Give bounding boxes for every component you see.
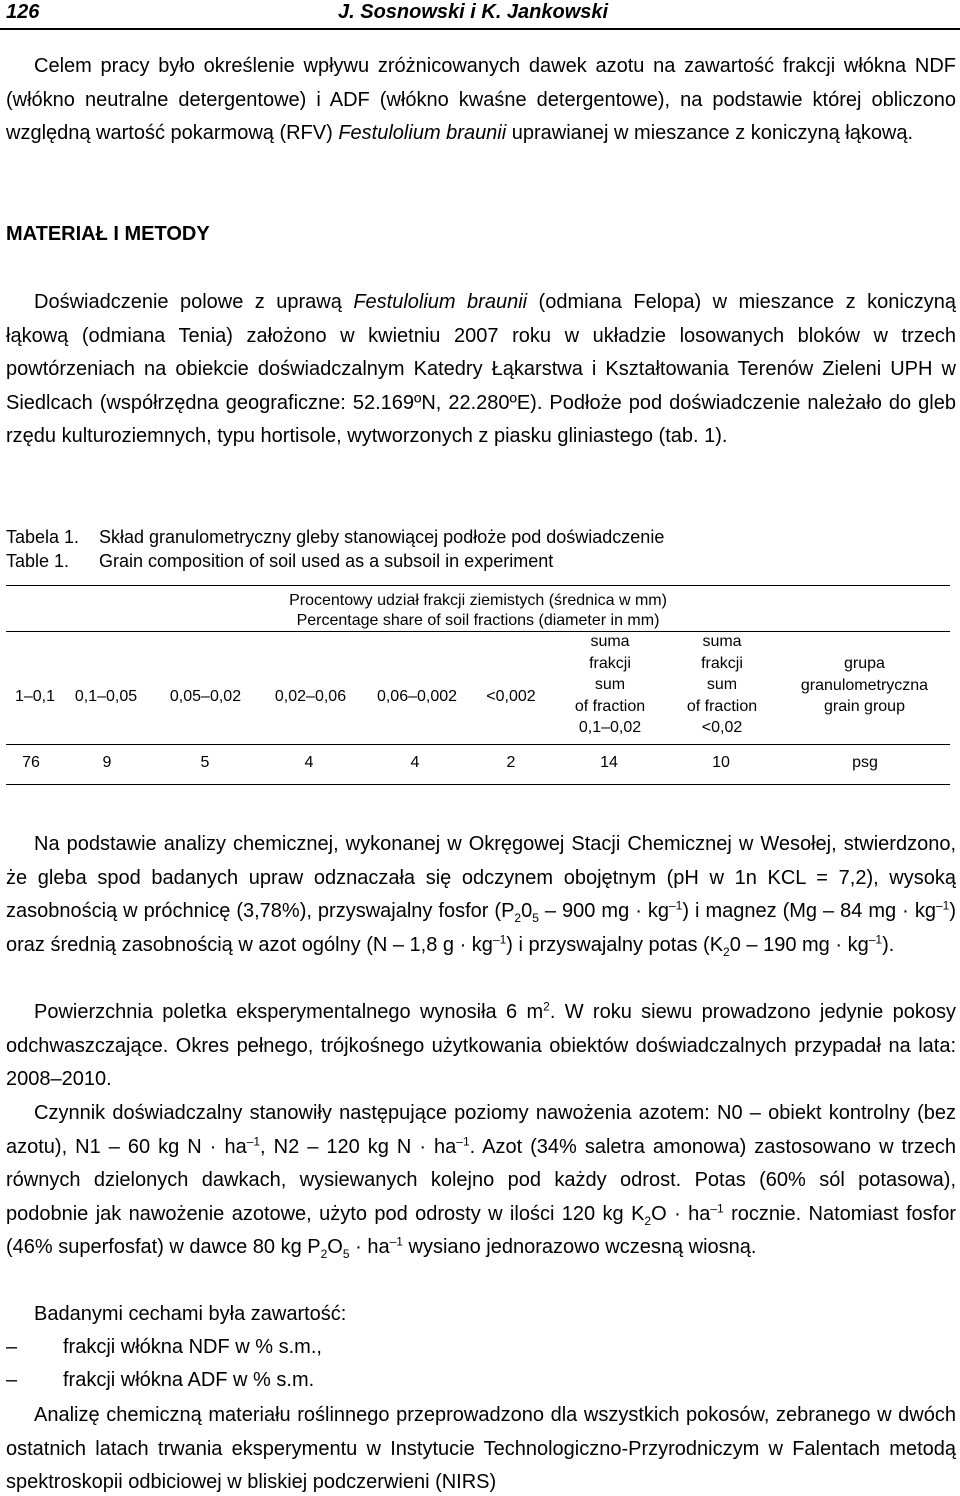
intro-paragraph xyxy=(6,50,956,151)
table-caption-en xyxy=(6,550,553,572)
chemistry-paragraph xyxy=(6,828,956,962)
list-item-text: frakcji włókna NDF w % s.m., xyxy=(63,1336,322,1358)
intro-text-end: uprawianej w mieszance z koniczyną łąkową. xyxy=(506,122,914,144)
text: Powierzchnia poletka eksperymentalnego wynosiła 6 m xyxy=(34,1001,544,1023)
table-title-en: Grain composition of soil used as a subsoil in experiment xyxy=(99,551,554,571)
superscript: –1 xyxy=(246,1133,261,1148)
text: O xyxy=(327,1236,343,1258)
text: 0 xyxy=(521,900,533,922)
table-rule-top xyxy=(6,585,950,586)
subscript: 5 xyxy=(532,911,539,925)
table-rule-mid xyxy=(6,744,950,745)
text: wysiano jednorazowo wczesną wiosną. xyxy=(402,1236,757,1258)
table-caption-pl xyxy=(6,526,664,548)
superscript: 2 xyxy=(543,999,550,1014)
methods-text-end: (odmiana Felopa) w mieszance z koniczyną łąkową (odmiana Tenia) założono w kwietniu 2007 roku w układzie losowanych bloków w trzech powtórzeniach na obiekcie doświadczalnym Katedry Łąkarstwa i Kształtowania Terenów Zieleni UPH w Siedlcach (współrzędna geograficzne: 52.169ºN, 22.280ºE). Podłoże pod doświadczenie należało do gleb rzędu kulturoziemnych, typu hortisole, wytworzonych z piasku gliniastego (tab. 1). xyxy=(6,291,957,447)
sum-header-line: 0,1–0,02 xyxy=(578,719,642,736)
superscript: –1 xyxy=(868,931,883,946)
text: , N2 – 120 kg N · ha xyxy=(260,1135,457,1158)
text: . W roku siewu prowadzono jedynie pokosy odchwaszczające. Okres pełnego, trójkośnego użytkowania obiektów doświadczalnych przypadał na lata: 2008–2010. xyxy=(6,1001,956,1090)
superscript: –1 xyxy=(935,898,950,913)
text: 0 – 190 mg · kg xyxy=(729,933,869,956)
text: Na podstawie analizy chemicznej, wykonanej w Okręgowej Stacji Chemicznej w Wesołej, stwierdzono, że gleba spod badanych upraw odznaczała się odczynem obojętnym (pH w 1n KCL = 7,2), wysoką zasobnością w próchnicę (3,78%), przyswajalny fosfor (P xyxy=(6,833,956,922)
table-label-en: Table 1. xyxy=(6,551,70,571)
text: ) oraz średnią zasobnością w azot ogólny (N – 1,8 g · kg xyxy=(6,900,956,956)
methods-text: Doświadczenie polowe z uprawą xyxy=(34,291,354,313)
page-number: 126 xyxy=(6,1,40,23)
sum-header-line: sum xyxy=(706,676,738,693)
sum-header-line: suma xyxy=(590,633,630,650)
features-intro: Badanymi cechami była zawartość: xyxy=(34,1303,347,1325)
superscript: –1 xyxy=(456,1133,470,1148)
table-rule-bottom xyxy=(6,784,950,785)
section-title: MATERIAŁ I METODY xyxy=(6,223,210,245)
subscript: 5 xyxy=(342,1247,350,1261)
table-cell: 10 xyxy=(712,754,730,771)
group-header-pl: Procentowy udział frakcji ziemistych (średnica w mm) xyxy=(289,592,667,609)
text: rocznie. Natomiast fosfor (46% superfosfat) w dawce 80 kg P xyxy=(6,1202,957,1258)
sum-header-2 xyxy=(672,631,772,739)
group-header-line: grain group xyxy=(824,698,905,715)
col-header: 0,05–0,02 xyxy=(169,688,242,705)
table-cell: 5 xyxy=(200,754,210,771)
col-header: 0,06–0,002 xyxy=(376,688,458,705)
sum-header-line: sum xyxy=(594,676,626,693)
group-header-en: Percentage share of soil fractions (diameter in mm) xyxy=(296,612,660,629)
subscript: 2 xyxy=(723,944,730,959)
superscript: –1 xyxy=(389,1234,403,1249)
dash-bullet: – xyxy=(6,1369,18,1391)
sum-header-line: of fraction xyxy=(574,697,646,715)
subscript: 2 xyxy=(514,911,522,925)
running-head-authors: J. Sosnowski i K. Jankowski xyxy=(338,1,609,23)
table-cell: 9 xyxy=(102,754,112,771)
text: ). xyxy=(882,933,895,956)
text: O · ha xyxy=(651,1202,711,1225)
text: ) i przyswajalny potas (K xyxy=(506,933,724,956)
text: · ha xyxy=(349,1236,390,1258)
text: . Azot (34% saletra amonowa) zastosowano w trzech równych dzielonych dawkach, wysiewanych kolejno pod każdy odrost. Potas (60% sól potasowa), podobnie jak nawożenie azotowe, użyto pod odrosty w ilości 120 kg K xyxy=(6,1135,956,1225)
sum-header-line: <0,02 xyxy=(701,719,743,736)
grain-group-header xyxy=(782,653,947,718)
col-header: <0,002 xyxy=(486,688,536,705)
table-label-pl: Tabela 1. xyxy=(6,527,80,547)
list-item xyxy=(6,1336,322,1359)
sum-header-line: frakcji xyxy=(589,654,631,672)
text: – 900 mg · kg xyxy=(538,900,669,922)
table-cell: 4 xyxy=(410,754,420,771)
text: Czynnik doświadczalny stanowiły następujące poziomy nawożenia azotem: N0 – obiekt kontrolny (bez azotu), N1 – 60 kg N · ha xyxy=(6,1102,956,1158)
table-cell: psg xyxy=(852,754,878,771)
plot-paragraph xyxy=(6,996,956,1097)
superscript: –1 xyxy=(668,898,683,913)
analysis-paragraph: Analizę chemiczną materiału roślinnego przeprowadzono dla wszystkich pokosów, zebranego w dwóch ostatnich latach trwania eksperymentu w Instytucie Technologiczno-Przyrodniczym w Falentach metodą spektroskopii odbiciowej w bliskiej podczerwieni (NIRS) xyxy=(6,1404,956,1493)
methods-paragraph xyxy=(6,286,956,454)
table-title-pl: Skład granulometryczny gleby stanowiącej podłoże pod doświadczenie xyxy=(99,527,665,547)
superscript: –1 xyxy=(710,1200,724,1215)
sum-header-line: suma xyxy=(702,633,742,650)
sum-header-1 xyxy=(560,631,660,739)
sum-header-line: of fraction xyxy=(686,697,758,715)
page-header xyxy=(0,0,960,30)
sum-header-line: frakcji xyxy=(701,654,743,672)
table-cell: 76 xyxy=(22,754,40,771)
col-header: 0,1–0,05 xyxy=(74,688,138,705)
subscript: 2 xyxy=(320,1247,328,1261)
table-cell: 14 xyxy=(600,754,618,771)
species-name: Festulolium braunii xyxy=(353,291,528,313)
group-header-line: granulometryczna xyxy=(800,676,929,694)
superscript: –1 xyxy=(492,931,507,946)
factor-paragraph xyxy=(6,1097,956,1265)
list-item xyxy=(6,1369,314,1392)
subscript: 2 xyxy=(644,1213,652,1228)
text: ) i magnez (Mg – 84 mg · kg xyxy=(682,900,936,922)
col-header: 0,02–0,06 xyxy=(274,688,347,705)
species-name: Festulolium braunii xyxy=(338,122,507,144)
table-cell: 4 xyxy=(304,754,314,771)
table-rule-header xyxy=(6,631,950,632)
table-cell: 2 xyxy=(506,754,516,771)
intro-text: Celem pracy było określenie wpływu zróżnicowanych dawek azotu na zawartość frakcji włókna NDF (włókno neutralne detergentowe) i ADF (włókno kwaśne detergentowe), na podstawie której obliczono względną wartość pokarmową (RFV) xyxy=(6,55,956,144)
dash-bullet: – xyxy=(6,1336,18,1358)
col-header: 1–0,1 xyxy=(14,688,56,705)
list-item-text: frakcji włókna ADF w % s.m. xyxy=(63,1369,315,1391)
group-header-line: grupa xyxy=(844,655,885,672)
